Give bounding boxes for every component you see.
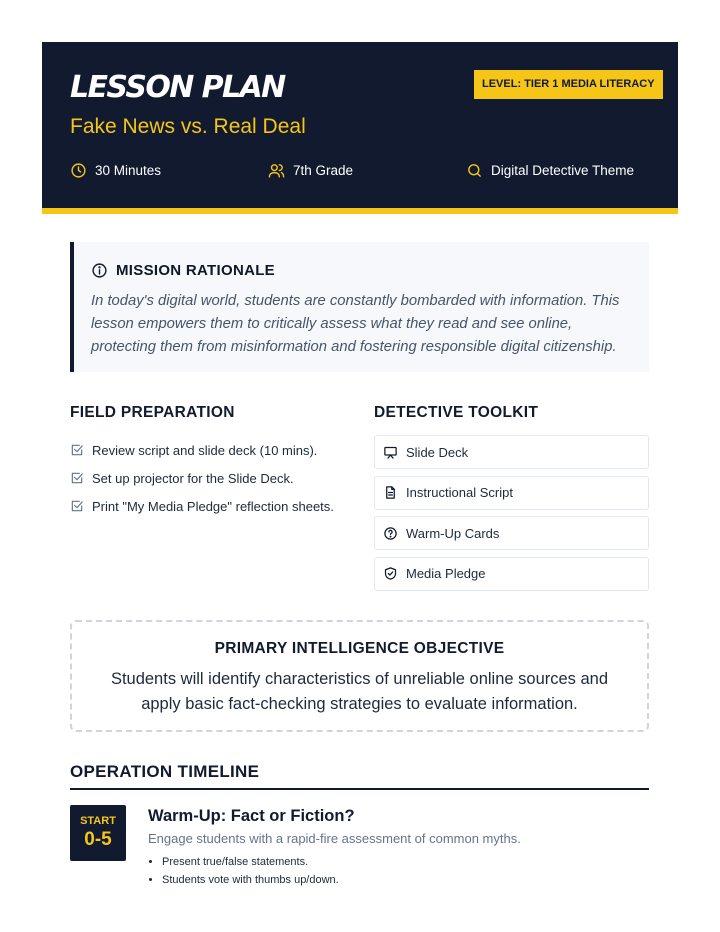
rationale-heading-text: MISSION RATIONALE [116, 262, 275, 279]
operation-timeline-heading: OPERATION TIMELINE [70, 762, 649, 790]
timeline-range: 0-5 [84, 829, 112, 850]
level-badge: LEVEL: TIER 1 MEDIA LITERACY [474, 70, 663, 99]
toolkit-item-media-pledge[interactable] [374, 557, 649, 591]
prep-item-label: Review script and slide deck (10 mins). [92, 442, 318, 458]
timeline-time-block [70, 805, 126, 861]
checkbox-checked-icon [70, 499, 84, 513]
users-icon [268, 162, 285, 179]
timeline-start-label: START [80, 815, 116, 827]
toolkit-item-warm-up-cards[interactable] [374, 516, 649, 550]
prep-item-label: Set up projector for the Slide Deck. [92, 470, 294, 486]
theme-meta [466, 162, 634, 179]
mission-rationale [70, 242, 649, 372]
toolkit-item-label: Warm-Up Cards [406, 525, 500, 541]
timeline-bullet: • Present true/false statements. [162, 853, 339, 871]
toolkit-item-slide-deck[interactable] [374, 435, 649, 469]
timeline-step-description: Engage students with a rapid-fire assessment of common myths. [148, 831, 521, 846]
question-circle-icon [383, 526, 398, 541]
checkbox-checked-icon [70, 471, 84, 485]
toolkit-item-instructional-script[interactable] [374, 476, 649, 510]
toolkit-item-label: Media Pledge [406, 566, 486, 581]
primary-objective [70, 620, 649, 732]
prep-item [70, 492, 360, 520]
rationale-heading [91, 262, 275, 279]
toolkit-item-label: Instructional Script [406, 485, 513, 500]
info-icon [91, 262, 108, 279]
timeline-bullet: • Students vote with thumbs up/down. [162, 871, 339, 889]
search-icon [466, 162, 483, 179]
timeline-step-bullets [162, 853, 339, 889]
theme-label: Digital Detective Theme [491, 163, 635, 178]
document-icon [383, 485, 398, 500]
detective-toolkit-heading: DETECTIVE TOOLKIT [374, 404, 539, 421]
grade-label: 7th Grade [293, 163, 354, 178]
toolkit-item-label: Slide Deck [406, 444, 469, 460]
lesson-subtitle: Fake News vs. Real Deal [70, 115, 306, 138]
field-preparation-heading: FIELD PREPARATION [70, 404, 235, 421]
page-title: LESSON PLAN [70, 70, 285, 105]
objective-text: Students will identify characteristics of unreliable online sources and apply basic fact-checking strategies to evaluate information. [110, 670, 609, 713]
prep-item [70, 464, 360, 492]
field-preparation-list [70, 436, 360, 520]
shield-check-icon [383, 566, 398, 581]
checkbox-checked-icon [70, 443, 84, 457]
duration-meta [70, 162, 161, 179]
timeline-step-title: Warm-Up: Fact or Fiction? [148, 807, 355, 825]
header-banner [42, 42, 678, 214]
presentation-icon [383, 445, 398, 460]
prep-item [70, 436, 360, 464]
rationale-text: In today's digital world, students are constantly bombarded with information. This lesson empowers them to critically assess what they read and see online, protecting them from misinformation and fostering responsible digital citizenship. [91, 293, 620, 355]
prep-item-label: Print "My Media Pledge" reflection sheets. [92, 498, 334, 514]
duration-label: 30 Minutes [95, 163, 162, 178]
objective-heading: PRIMARY INTELLIGENCE OBJECTIVE [214, 640, 505, 657]
detective-toolkit-list [374, 435, 649, 597]
grade-meta [268, 162, 353, 179]
clock-icon [70, 162, 87, 179]
